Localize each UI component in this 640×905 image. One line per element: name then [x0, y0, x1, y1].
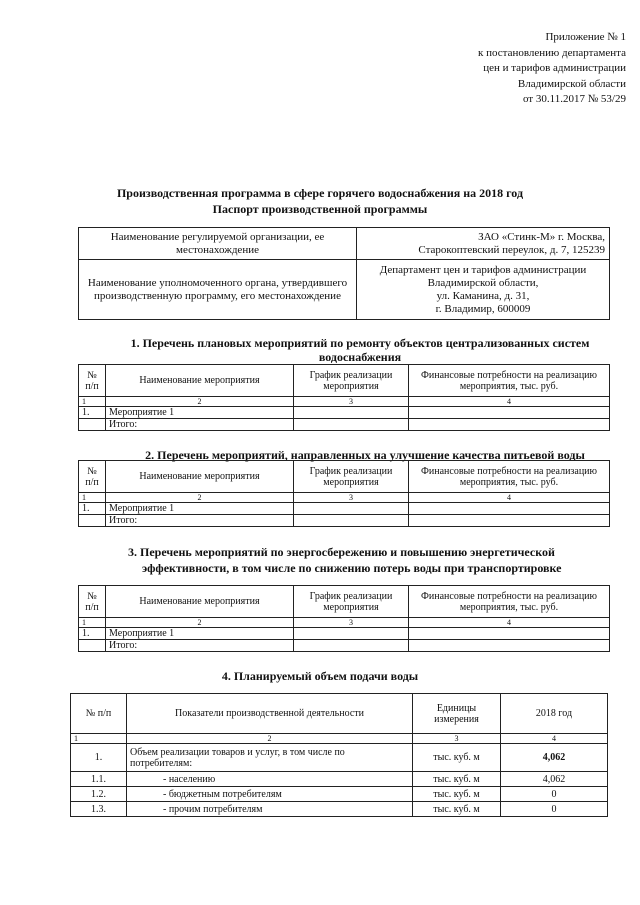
- row-num: 1.: [79, 503, 106, 515]
- section-4-title: 4. Планируемый объем подачи воды: [221, 669, 419, 683]
- col-number: 2: [106, 493, 294, 503]
- header-schedule: График реализации мероприятия: [294, 365, 409, 397]
- row-num: 1.: [71, 744, 127, 772]
- total-schedule: [294, 640, 409, 652]
- row-indicator: Объем реализации товаров и услуг, в том числе по потребителям:: [127, 744, 413, 772]
- header-num: № п/п: [79, 586, 106, 618]
- header-year: 2018 год: [501, 694, 608, 734]
- row-finance: [409, 503, 610, 515]
- appendix-line: к постановлению департамента: [478, 46, 626, 59]
- section-3-table: [78, 585, 610, 652]
- row-name: Мероприятие 1: [106, 628, 294, 640]
- col-number: 1: [79, 618, 106, 628]
- col-number: 2: [106, 397, 294, 407]
- section-1-title-cont: водоснабжения: [318, 350, 402, 364]
- row-num: 1.2.: [71, 787, 127, 802]
- passport-label: Наименование уполномоченного органа, утвердившего производственную программу, его местонахождение: [79, 260, 357, 320]
- section-1-table: [78, 364, 610, 431]
- appendix-header: [478, 30, 626, 108]
- header-finance: Финансовые потребности на реализацию мероприятия, тыс. руб.: [409, 461, 610, 493]
- header-name: Наименование мероприятия: [106, 461, 294, 493]
- row-value: 4,062: [501, 772, 608, 787]
- section-4-table: [70, 693, 608, 817]
- header-name: Наименование мероприятия: [106, 365, 294, 397]
- col-number: 4: [409, 397, 610, 407]
- appendix-line: цен и тарифов администрации: [483, 62, 626, 74]
- header-num: № п/п: [79, 461, 106, 493]
- section-3-title-cont: эффективности, в том числе по снижению потерь воды при транспортировке: [142, 561, 562, 575]
- passport-value-line: Департамент цен и тарифов администрации: [379, 263, 587, 276]
- passport-table: [78, 227, 610, 320]
- row-unit: тыс. куб. м: [413, 802, 501, 817]
- row-value: 0: [501, 787, 608, 802]
- row-indicator: - прочим потребителям: [127, 802, 413, 817]
- col-number: 2: [127, 734, 413, 744]
- row-schedule: [294, 628, 409, 640]
- row-schedule: [294, 503, 409, 515]
- passport-value: [357, 228, 610, 260]
- passport-value-line: ЗАО «Стинк-М» г. Москва,: [478, 230, 605, 243]
- header-schedule: График реализации мероприятия: [294, 586, 409, 618]
- header-units: Единицы измерения: [413, 694, 501, 734]
- passport-value-line: г. Владимир, 600009: [435, 302, 531, 315]
- header-schedule: График реализации мероприятия: [294, 461, 409, 493]
- col-number: 3: [294, 618, 409, 628]
- header-finance: Финансовые потребности на реализацию мероприятия, тыс. руб.: [409, 365, 610, 397]
- row-name: Мероприятие 1: [106, 503, 294, 515]
- document-title: Производственная программа в сфере горячего водоснабжения на 2018 год: [116, 186, 524, 200]
- row-schedule: [294, 407, 409, 419]
- section-3-title: 3. Перечень мероприятий по энергосбережению и повышению энергетической: [128, 545, 555, 559]
- row-value: 0: [501, 802, 608, 817]
- col-number: 2: [106, 618, 294, 628]
- passport-value-line: ул. Каманина, д. 31,: [436, 289, 530, 302]
- row-value: 4,062: [501, 744, 608, 772]
- row-num: 1.: [79, 407, 106, 419]
- total-schedule: [294, 515, 409, 527]
- col-number: 1: [79, 493, 106, 503]
- row-unit: тыс. куб. м: [413, 772, 501, 787]
- col-number: 3: [294, 397, 409, 407]
- row-num: 1.1.: [71, 772, 127, 787]
- total-finance: [409, 419, 610, 431]
- col-number: 3: [413, 734, 501, 744]
- row-unit: тыс. куб. м: [413, 744, 501, 772]
- row-name: Мероприятие 1: [106, 407, 294, 419]
- section-1-title: 1. Перечень плановых мероприятий по ремонту объектов централизованных систем: [130, 336, 590, 350]
- section-2-table: [78, 460, 610, 527]
- row-finance: [409, 628, 610, 640]
- passport-label: Наименование регулируемой организации, ее местонахождение: [79, 228, 357, 260]
- row-unit: тыс. куб. м: [413, 787, 501, 802]
- col-number: 4: [409, 493, 610, 503]
- row-indicator: - бюджетным потребителям: [127, 787, 413, 802]
- row-indicator: - населению: [127, 772, 413, 787]
- row-num: 1.3.: [71, 802, 127, 817]
- total-num: [79, 419, 106, 431]
- passport-value: [357, 260, 610, 320]
- header-finance: Финансовые потребности на реализацию мероприятия, тыс. руб.: [409, 586, 610, 618]
- col-number: 4: [501, 734, 608, 744]
- header-name: Наименование мероприятия: [106, 586, 294, 618]
- row-num: 1.: [79, 628, 106, 640]
- total-finance: [409, 515, 610, 527]
- section-2-title: 2. Перечень мероприятий, направленных на улучшение качества питьевой воды: [145, 448, 585, 462]
- appendix-line: Приложение № 1: [545, 31, 626, 43]
- appendix-line: от 30.11.2017 № 53/29: [522, 93, 626, 105]
- document-subtitle: Паспорт производственной программы: [212, 202, 428, 216]
- passport-value-line: Владимирской области,: [427, 276, 539, 289]
- col-number: 1: [71, 734, 127, 744]
- appendix-line: Владимирской области: [517, 77, 626, 90]
- total-num: [79, 515, 106, 527]
- col-number: 3: [294, 493, 409, 503]
- header-num: № п/п: [79, 365, 106, 397]
- col-number: 1: [79, 397, 106, 407]
- header-indicator: Показатели производственной деятельности: [127, 694, 413, 734]
- total-label: Итого:: [106, 640, 294, 652]
- total-schedule: [294, 419, 409, 431]
- row-finance: [409, 407, 610, 419]
- total-num: [79, 640, 106, 652]
- total-label: Итого:: [106, 419, 294, 431]
- passport-value-line: Старокоптевский переулок, д. 7, 125239: [418, 243, 605, 256]
- col-number: 4: [409, 618, 610, 628]
- total-label: Итого:: [106, 515, 294, 527]
- total-finance: [409, 640, 610, 652]
- header-num: № п/п: [71, 694, 127, 734]
